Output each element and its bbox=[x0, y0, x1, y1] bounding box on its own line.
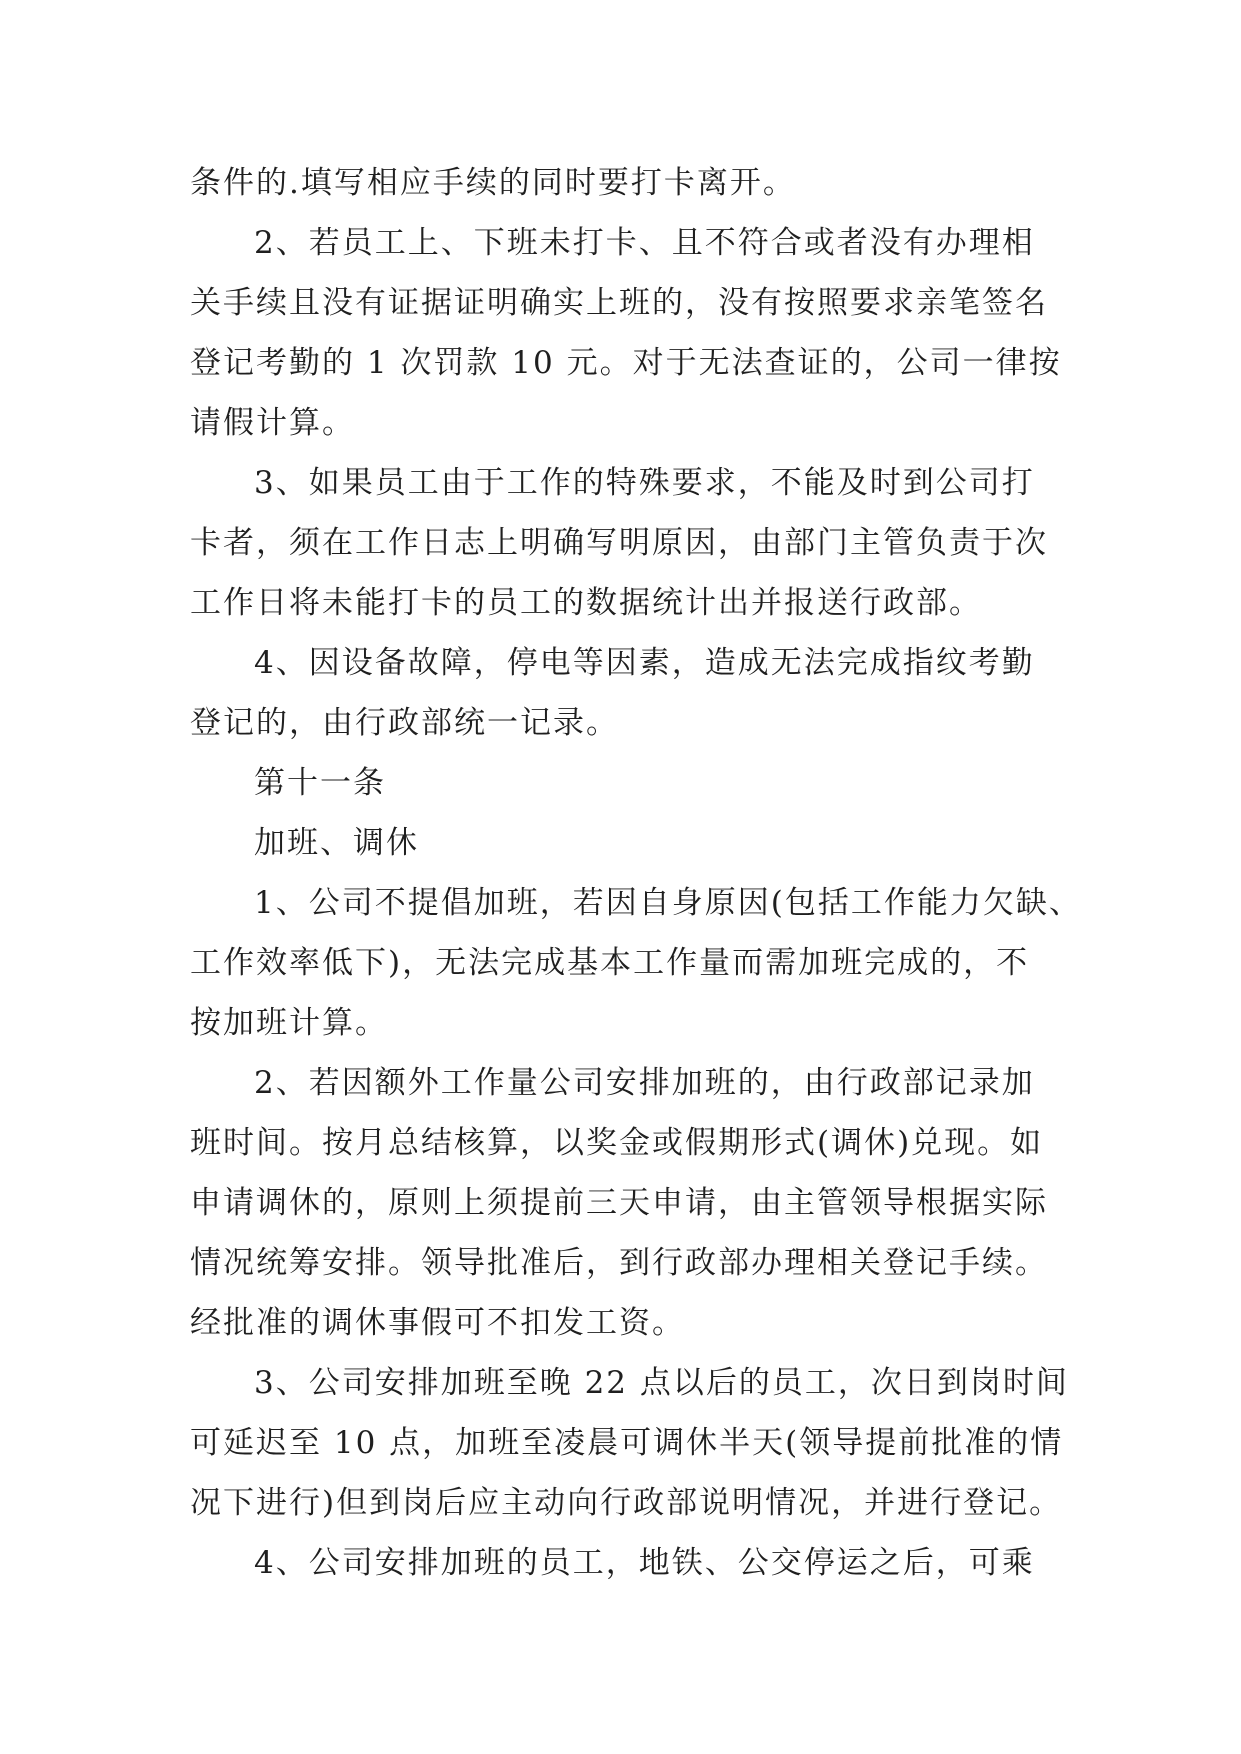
section-title: 加班、调休 bbox=[254, 825, 419, 861]
text-line: 请假计算。 bbox=[190, 405, 355, 441]
text-line: 工作效率低下)，无法完成基本工作量而需加班完成的，不 bbox=[190, 945, 1030, 981]
text-line: 情况统筹安排。领导批准后，到行政部办理相关登记手续。 bbox=[190, 1245, 1048, 1281]
text-line: 卡者，须在工作日志上明确写明原因，由部门主管负责于次 bbox=[190, 525, 1048, 561]
text-line: 1、公司不提倡加班，若因自身原因(包括工作能力欠缺、 bbox=[254, 885, 1082, 921]
text-line: 2、若因额外工作量公司安排加班的，由行政部记录加 bbox=[254, 1065, 1035, 1101]
text-line: 3、公司安排加班至晚 22 点以后的员工，次日到岗时间 bbox=[254, 1365, 1069, 1401]
text-line: 登记考勤的 1 次罚款 10 元。对于无法查证的，公司一律按 bbox=[190, 345, 1062, 381]
text-line: 班时间。按月总结核算，以奖金或假期形式(调休)兑现。如 bbox=[190, 1125, 1044, 1161]
text-line: 条件的.填写相应手续的同时要打卡离开。 bbox=[190, 165, 796, 201]
text-line: 4、因设备故障，停电等因素，造成无法完成指纹考勤 bbox=[254, 645, 1035, 681]
text-line: 登记的，由行政部统一记录。 bbox=[190, 705, 619, 741]
text-line: 可延迟至 10 点，加班至凌晨可调休半天(领导提前批准的情 bbox=[190, 1425, 1064, 1461]
text-line: 按加班计算。 bbox=[190, 1005, 388, 1041]
text-line: 况下进行)但到岗后应主动向行政部说明情况，并进行登记。 bbox=[190, 1485, 1063, 1521]
text-line: 工作日将未能打卡的员工的数据统计出并报送行政部。 bbox=[190, 585, 982, 621]
text-line: 3、如果员工由于工作的特殊要求，不能及时到公司打 bbox=[254, 465, 1035, 501]
text-line: 经批准的调休事假可不扣发工资。 bbox=[190, 1305, 685, 1341]
text-line: 申请调休的，原则上须提前三天申请，由主管领导根据实际 bbox=[190, 1185, 1048, 1221]
text-line: 2、若员工上、下班未打卡、且不符合或者没有办理相 bbox=[254, 225, 1035, 261]
text-line: 4、公司安排加班的员工，地铁、公交停运之后，可乘 bbox=[254, 1545, 1035, 1581]
article-heading: 第十一条 bbox=[254, 765, 386, 801]
text-line: 关手续且没有证据证明确实上班的，没有按照要求亲笔签名 bbox=[190, 285, 1048, 321]
document-body bbox=[190, 153, 1082, 1593]
